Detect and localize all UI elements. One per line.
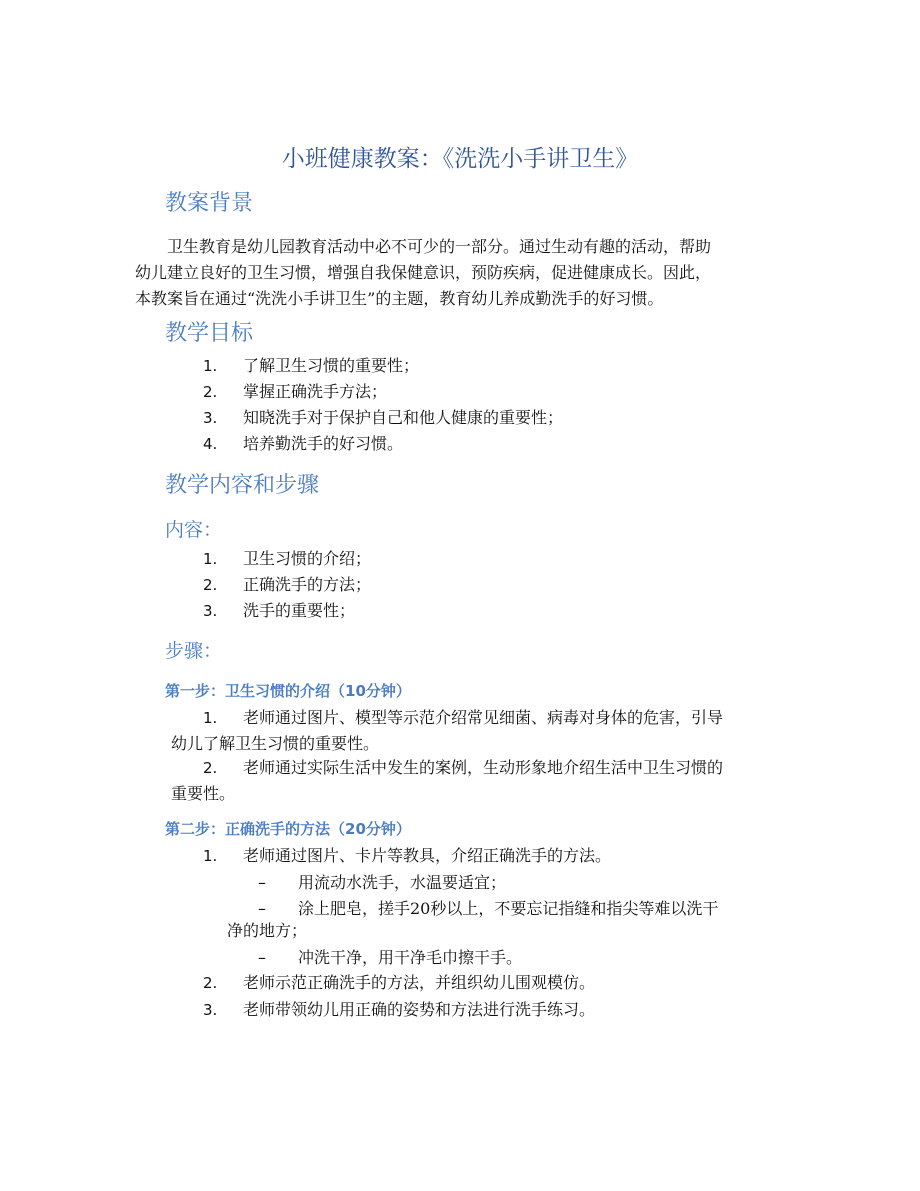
list-text: 老师通过图片、模型等示范介绍常见细菌、病毒对身体的危害，引导 [243, 708, 724, 727]
list-text: 培养勤洗手的好习惯。 [243, 434, 404, 453]
list-number: 2. [203, 974, 218, 992]
list-text-continued: 重要性。 [171, 784, 236, 803]
sub-list-text: 涂上肥皂，搓手20秒以上，不要忘记指缝和指尖等难以洗干 [298, 899, 719, 918]
section-heading-goals: 教学目标 [165, 321, 254, 346]
list-number: 1. [203, 847, 218, 865]
list-number: 3. [203, 1001, 218, 1019]
list-text: 老师通过实际生活中发生的案例，生动形象地介绍生活中卫生习惯的 [243, 758, 724, 777]
list-number: 2. [203, 383, 218, 401]
list-text: 正确洗手的方法； [243, 575, 372, 594]
subheading-steps: 步骤： [165, 640, 223, 662]
background-paragraph-line: 本教案旨在通过“洗洗小手讲卫生”的主题，教育幼儿养成勤洗手的好习惯。 [135, 289, 664, 308]
dash-bullet: – [258, 899, 266, 918]
section-heading-content-steps: 教学内容和步骤 [165, 473, 320, 498]
list-text: 洗手的重要性； [243, 601, 356, 620]
list-text: 掌握正确洗手方法； [243, 382, 388, 401]
list-text: 知晓洗手对于保护自己和他人健康的重要性； [243, 408, 564, 427]
list-text-continued: 幼儿了解卫生习惯的重要性。 [171, 734, 380, 753]
list-number: 3. [203, 409, 218, 427]
sub-list-text-continued: 净的地方； [227, 921, 308, 940]
list-number: 1. [203, 357, 218, 375]
list-text: 了解卫生习惯的重要性； [243, 356, 420, 375]
dash-bullet: – [258, 948, 266, 967]
list-number: 1. [203, 550, 218, 568]
background-paragraph-line: 卫生教育是幼儿园教育活动中必不可少的一部分。通过生动有趣的活动，帮助 [167, 237, 712, 256]
step1-heading: 第一步：卫生习惯的介绍（10分钟） [165, 682, 411, 700]
list-number: 2. [203, 759, 218, 777]
list-text: 老师带领幼儿用正确的姿势和方法进行洗手练习。 [243, 1000, 596, 1019]
section-heading-background: 教案背景 [165, 191, 254, 216]
step2-heading: 第二步：正确洗手的方法（20分钟） [165, 820, 411, 838]
document-title: 小班健康教案：《洗洗小手讲卫生》 [281, 146, 639, 172]
dash-bullet: – [258, 873, 266, 892]
background-paragraph-line: 幼儿建立良好的卫生习惯，增强自我保健意识，预防疾病，促进健康成长。因此， [135, 263, 712, 282]
background-paragraph [135, 234, 785, 312]
list-number: 4. [203, 435, 218, 453]
list-number: 2. [203, 576, 218, 594]
subheading-content: 内容： [165, 519, 223, 541]
list-number: 1. [203, 709, 218, 727]
list-number: 3. [203, 602, 218, 620]
sub-list-text: 用流动水洗手，水温要适宜； [298, 873, 507, 892]
list-text: 老师通过图片、卡片等教具，介绍正确洗手的方法。 [243, 846, 612, 865]
sub-list-text: 冲洗干净，用干净毛巾擦干手。 [298, 948, 523, 967]
list-text: 老师示范正确洗手的方法，并组织幼儿围观模仿。 [243, 973, 596, 992]
list-text: 卫生习惯的介绍； [243, 549, 372, 568]
